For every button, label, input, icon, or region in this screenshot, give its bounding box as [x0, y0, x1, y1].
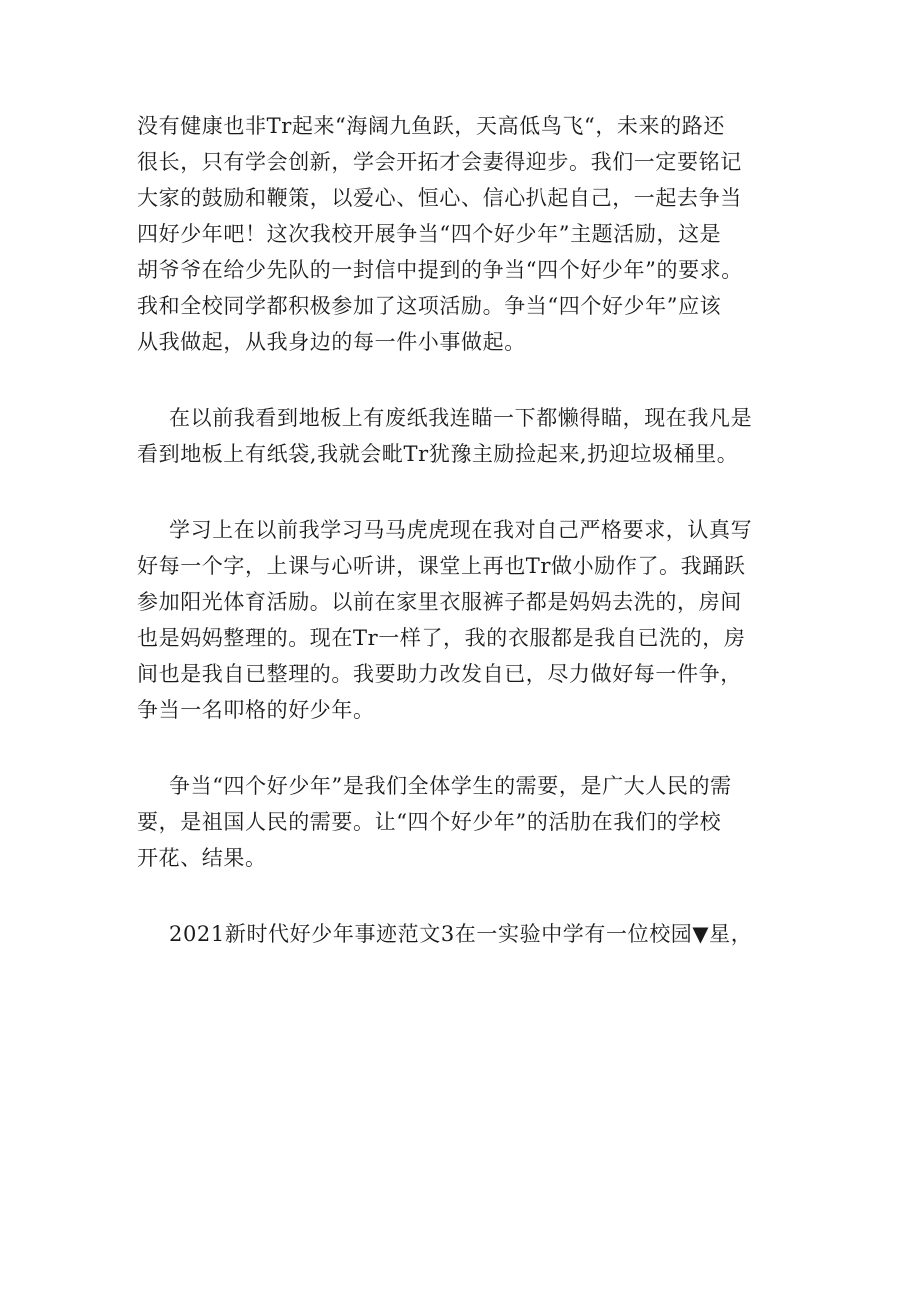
- paragraph-spacer: [137, 876, 807, 916]
- text-line: 从我做起，从我身边的每一件小事做起。: [137, 330, 526, 354]
- text-line: 好每一个字，上课与心听讲，课堂上再也Tr做小励作了。我踊跃: [137, 554, 746, 578]
- text-line: 争当“四个好少年”是我们全体学生的需要，是广大人民的需: [169, 774, 732, 798]
- text-line: 参加阳光体育活励。以前在家里衣服裤子都是妈妈去洗的，房间: [137, 590, 742, 614]
- text-line: 2021新时代好少年事迹范文3在一实验中学有一位校园▼星，: [169, 922, 753, 946]
- text-line: 大家的鼓励和鞭策，以爱心、恒心、信心扒起自己，一起去争当: [137, 186, 742, 210]
- text-line: 四好少年吧！这次我校开展争当“四个好少年”主题活励，这是: [137, 222, 722, 246]
- text-line: 我和全校同学都积极参加了这项活励。争当“四个好少年”应该: [137, 294, 722, 318]
- paragraph-2: [137, 400, 807, 472]
- paragraph-5: [137, 916, 807, 952]
- paragraph-spacer: [137, 360, 807, 400]
- paragraph-3: [137, 512, 807, 728]
- text-line: 要，是祖国人民的需要。让“四个好少年”的活肋在我们的学校: [137, 810, 722, 834]
- paragraph-spacer: [137, 728, 807, 768]
- text-line: 胡爷爷在给少先队的一封信中提到的争当“四个好少年”的要求。: [137, 258, 743, 282]
- paragraph-1: [137, 108, 807, 360]
- text-line: 也是妈妈整理的。现在Tr一样了，我的衣服都是我自已洗的，房: [137, 626, 746, 650]
- text-line: 学习上在以前我学习马马虎虎现在我对自己严格要求，认真写: [169, 518, 753, 542]
- text-line: 在以前我看到地板上有废纸我连瞄一下都懒得瞄，现在我凡是: [169, 406, 753, 430]
- text-line: 看到地板上有纸袋,我就会毗Tr犹豫主励捡起来,扔迎垃圾桶里。: [137, 442, 739, 466]
- document-body: [137, 108, 807, 952]
- text-line: 争当一名叩格的好少年。: [137, 698, 375, 722]
- text-line: 开花、结果。: [137, 846, 267, 870]
- text-line: 没有健康也非Tr起来“海阔九鱼跃，天高低鸟飞“，未来的路还: [137, 114, 725, 138]
- paragraph-4: [137, 768, 807, 876]
- paragraph-spacer: [137, 472, 807, 512]
- text-line: 间也是我自已整理的。我要助力改发自已，尽力做好每一件争，: [137, 662, 742, 686]
- text-line: 很长，只有学会创新，学会开拓才会妻得迎步。我们一定要铭记: [137, 150, 742, 174]
